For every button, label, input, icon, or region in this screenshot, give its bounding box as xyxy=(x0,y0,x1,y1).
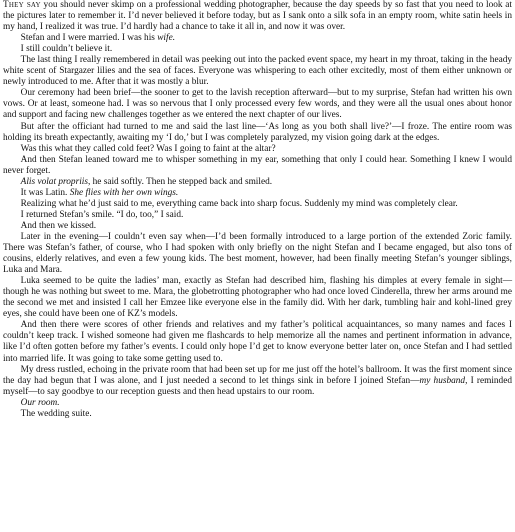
paragraph xyxy=(3,122,512,144)
small-caps-lead-in: They say xyxy=(3,0,41,10)
text-run: And then we kissed. xyxy=(20,220,97,231)
text-run: Stefan and I were married. I was his xyxy=(20,33,158,44)
italic-text: my husband xyxy=(419,375,466,386)
paragraph xyxy=(3,276,512,320)
text-run: My dress rustled, echoing in the private room that had been set up for me just off the hotel’s ballroom. It was the first moment since the day had begun that I was alone, and I just needed a second to let things sink in before I joined Stefan— xyxy=(3,364,512,386)
paragraph xyxy=(3,88,512,121)
paragraph xyxy=(3,33,512,44)
text-run: Luka seemed to be quite the ladies’ man, exactly as Stefan had described him, flashing his dimples at every female in sight—though he was nothing but sweet to me. Mara, the globetrotting photographer who had once loved Cinderella, threw her arms around me the second we met and insisted I call her Emzee like everyone else in the family did. With her dark, tumbling hair and kohl-lined grey eyes, she could have been one of KZ’s models. xyxy=(3,276,512,320)
paragraph xyxy=(3,232,512,276)
paragraph xyxy=(3,221,512,232)
paragraph xyxy=(3,199,512,210)
text-run: And then Stefan leaned toward me to whisper something in my ear, something that only I could hear. Something I knew I would never forget. xyxy=(3,154,512,176)
paragraph xyxy=(3,44,512,55)
text-run: It was Latin. xyxy=(20,187,70,198)
italic-text: She flies with her own wings. xyxy=(69,187,179,198)
text-run: , I reminded myself—to say goodbye to our reception guests and then head upstairs to our room. xyxy=(3,375,512,397)
paragraph xyxy=(3,210,512,221)
text-run: But after the officiant had turned to me and said the last line—‘As long as you both shall live?’—I froze. The entire room was holding its breath expectantly, awaiting my ‘I do,’ but I was completely paralyzed, my vision going dark at the edges. xyxy=(3,121,512,143)
italic-text: Our room. xyxy=(20,397,60,408)
text-run: The wedding suite. xyxy=(20,408,92,419)
italic-text: Alis volat propriis xyxy=(20,176,88,187)
text-run: Realizing what he’d just said to me, everything came back into sharp focus. Suddenly my mind was completely clear. xyxy=(20,198,458,209)
paragraph xyxy=(3,55,512,88)
text-run: , he said softly. Then he stepped back and smiled. xyxy=(87,176,273,187)
paragraph xyxy=(3,409,512,420)
paragraph xyxy=(3,365,512,398)
text-run: Our ceremony had been brief—the sooner to get to the lavish reception afterward—but to my surprise, Stefan had written his own vows. Or at least, someone had. I was so nervous that I only processed every few words, and they were all the usual ones about honor and support and facing new challenges together as we entered the next chapter of our lives. xyxy=(3,88,512,121)
paragraph xyxy=(3,188,512,199)
text-run: I still couldn’t believe it. xyxy=(20,44,113,55)
italic-text: wife. xyxy=(157,33,176,44)
text-run: Was this what they called cold feet? Was I going to faint at the altar? xyxy=(20,143,276,154)
paragraph xyxy=(3,0,512,33)
paragraph xyxy=(3,155,512,177)
text-run: And then there were scores of other friends and relatives and my father’s political acquaintances, so many names and faces I couldn’t keep track. I wished someone had given me flashcards to help memorize all the names and pertinent information in advance, like I’d often gotten before my father’s events. I could only hope I’d get to know everyone better later on, once Stefan and I had settled into married life. It was going to take some getting used to. xyxy=(3,320,512,364)
text-run: Later in the evening—I couldn’t even say when—I’d been formally introduced to a large portion of the extended Zoric family. There was Stefan’s father, of course, who I had spoken with only briefly on the night Stefan and I became engaged, but also tons of cousins, elderly relatives, and even a few young kids. The best moment, however, had been finally meeting Stefan’s younger siblings, Luka and Mara. xyxy=(3,231,512,276)
text-run: The last thing I really remembered in detail was peeking out into the packed event space, my heart in my throat, taking in the heady white scent of Stargazer lilies and the sea of faces. Everyone was whispering to each other excitedly, most of them either unknown or newly introduced to me. After that it was mostly a blur. xyxy=(3,55,512,88)
text-run: I returned Stefan’s smile. “I do, too,” I said. xyxy=(20,209,184,220)
paragraph xyxy=(3,144,512,155)
paragraph xyxy=(3,320,512,364)
paragraph xyxy=(3,177,512,188)
paragraph xyxy=(3,398,512,409)
text-run: you should never skimp on a professional wedding photographer, because the day speeds by so fast that you need to look at the pictures later to remember it. I’d never believed it before today, but as I sank onto a silk sofa in an empty room, white satin heels in my hand, I realized it was true. I’d hardly had a chance to take it all in, and now it was over. xyxy=(3,0,512,33)
